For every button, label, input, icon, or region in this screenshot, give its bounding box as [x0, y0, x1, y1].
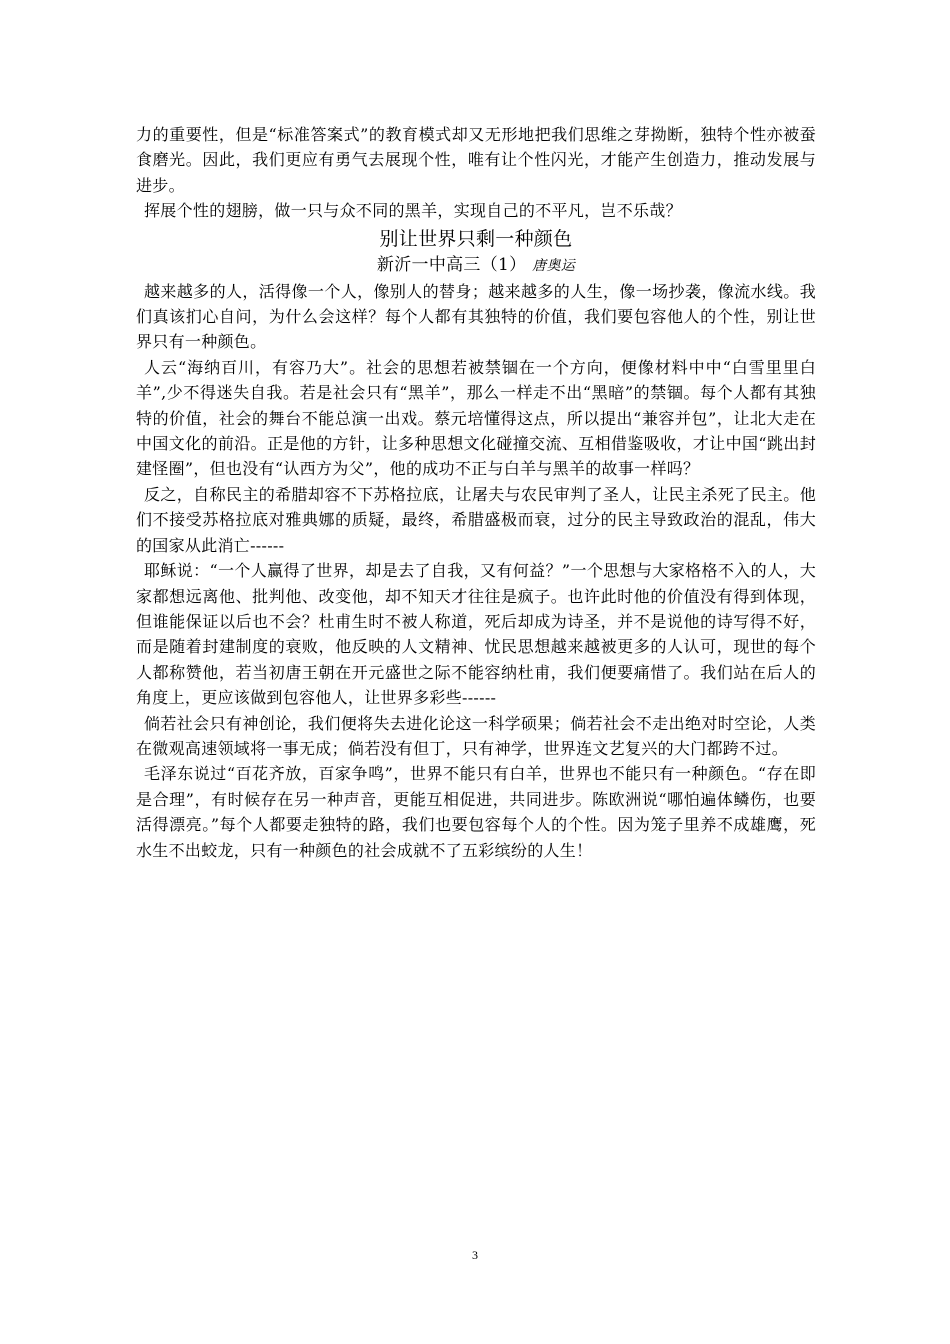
essay-paragraph-2: 人云“海纳百川，有容乃大”。社会的思想若被禁锢在一个方向，便像材料中中“白雪里里白羊”,少不得迷失自我。若是社会只有“黑羊”，那么一样走不出“黑暗”的禁锢。每个人都有其独特的价值，社会的舞台不能总演一出戏。蔡元培懂得这点，所以提出“兼容并包”，让北大走在中国文化的前沿。正是他的方针，让多种思想文化碰撞交流、互相借鉴吸收，才让中国“跳出封建怪圈”，但也没有“认西方为父”，他的成功不正与白羊与黑羊的故事一样吗？	[136, 357, 816, 479]
essay-paragraph-3: 反之，自称民主的希腊却容不下苏格拉底，让屠夫与农民审判了圣人，让民主杀死了民主。他们不接受苏格拉底对雅典娜的质疑，最终，希腊盛极而衰，过分的民主导致政治的混乱，伟大的国家从此消亡------	[136, 484, 816, 555]
intro-paragraph-2: 挥展个性的翅膀，做一只与众不同的黑羊，实现自己的不平凡，岂不乐哉？	[144, 201, 682, 221]
essay-paragraph-1: 越来越多的人，活得像一个人，像别人的替身；越来越多的人生，像一场抄袭，像流水线。我们真该扪心自问，为什么会这样？每个人都有其独特的价值，我们要包容他人的个性，别让世界只有一种颜色。	[136, 281, 816, 352]
intro-paragraph-1: 力的重要性，但是“标准答案式”的教育模式却又无形地把我们思维之芽拗断，独特个性亦被蚕食磨光。因此，我们更应有勇气去展现个性，唯有让个性闪光，才能产生创造力，推动发展与进步。	[136, 125, 816, 195]
document-body	[136, 122, 816, 863]
essay-paragraph-6: 毛泽东说过“百花齐放，百家争鸣”，世界不能只有白羊，世界也不能只有一种颜色。“存在即是合理”，有时候存在另一种声音，更能互相促进，共同进步。陈欧洲说“哪怕遍体鳞伤，也要活得漂亮。”每个人都要走独特的路，我们也要包容每个人的个性。因为笼子里养不成雄鹰，死水生不出蛟龙，只有一种颜色的社会成就不了五彩缤纷的人生！	[136, 764, 816, 860]
essay-paragraph-5: 倘若社会只有神创论，我们便将失去进化论这一科学硕果；倘若社会不走出绝对时空论，人类在微观高速领域将一事无成；倘若没有但丁，只有神学，世界连文艺复兴的大门都跨不过。	[136, 713, 816, 758]
essay-byline	[136, 253, 816, 279]
byline-school: 新沂一中高三（1）	[376, 254, 527, 275]
byline-author: 唐奥运	[532, 257, 576, 274]
page-number: 3	[472, 1248, 478, 1262]
essay-title: 别让世界只剩一种颜色	[379, 227, 573, 250]
essay-paragraph-4: 耶稣说：“一个人赢得了世界，却是去了自我，又有何益？”一个思想与大家格格不入的人，大家都想远离他、批判他、改变他，却不知天才往往是疯子。也许此时他的价值没有得到体现，但谁能保证以后也不会？杜甫生时不被人称道，死后却成为诗圣，并不是说他的诗写得不好，而是随着封建制度的衰败，他反映的人文精神、忧民思想越来越被更多的人认可，现世的每个人都称赞他，若当初唐王朝在开元盛世之际不能容纳杜甫，我们便要痛惜了。我们站在后人的角度上，更应该做到包容他人，让世界多彩些------	[136, 561, 816, 708]
